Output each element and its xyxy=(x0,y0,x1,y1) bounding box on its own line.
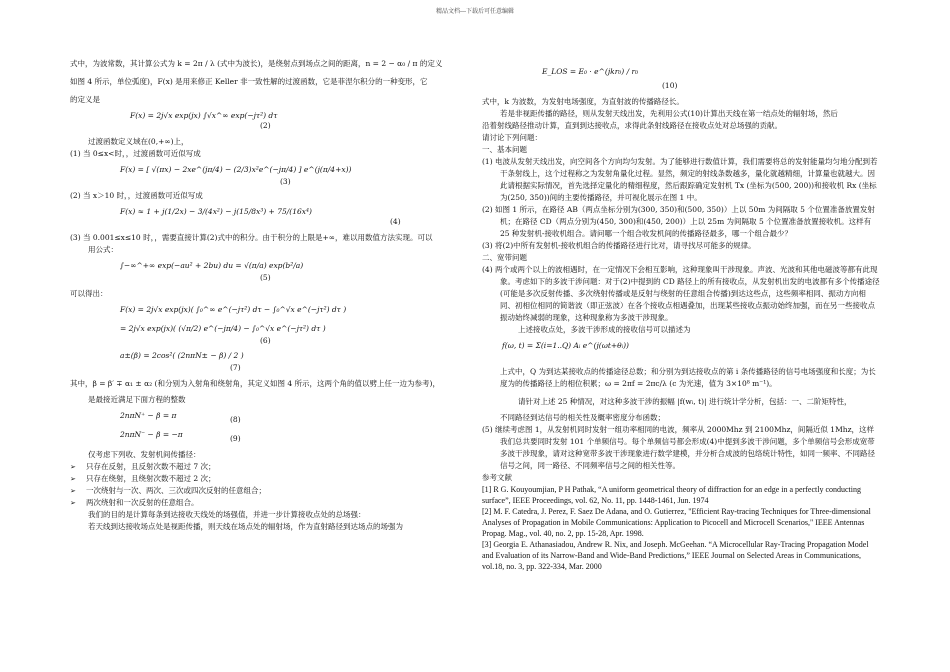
reference-item: [2] M. F. Catedra, J. Perez, F. Saez De Adana, and O. Gutierrez, "Efficient Ray-tracing Techniques for Three-dimensional Analyses of Propagation in Mobile Communications: Application to Picocell and Microcell Scenarios," IEEE Antennas Propag. Mag., vol. 40, no. 2, pp. 15-28, Apr. 1998. xyxy=(482,507,871,538)
left-column xyxy=(70,58,460,533)
paragraph: 过渡函数定义域在(0,+∞)上， xyxy=(88,137,189,146)
equation-10: E_LOS = E₀ · e^(jkr₀) / r₀ (10) xyxy=(542,67,678,90)
arrow-bullet-icon: ➢ xyxy=(70,463,76,471)
arrow-bullet-icon: ➢ xyxy=(70,475,76,483)
paragraph: 上述接收点处，多波干涉形成的接收信号可以描述为 xyxy=(518,325,691,334)
equation-number: (3) xyxy=(280,177,291,186)
paragraph: 的定义是 xyxy=(70,95,100,104)
reference-item: [3] Georgia E. Athanasiadou, Andrew R. Nix, and Joseph. McGeehan. “A Microcellular Ray-Tracing Propagation Model and Evaluation of its Narrow-Band and Wide-Band Predictions,” IEEE Journal on Selected Areas in Communications, vol.18, no. 3, pp. 322-334, Mar. 2000 xyxy=(482,540,869,571)
reference-item: [1] R G. Kouyoumjian, P H Pathak, “A uniform geometrical theory of diffraction for an edge in a perfectly conducting surface”, IEEE Proceedings, vol. 62, No. 11, pp. 1448-1461, Jun. 1974 xyxy=(482,485,862,505)
paragraph: 我们的目的是计算每条到达接收天线处的场强值，并进一步计算接收点处的总场强： xyxy=(88,510,366,519)
equation-number: (6) xyxy=(260,336,271,345)
equation-9: 2nπN⁻ − β = −π (9) xyxy=(120,430,241,443)
equation-number: (8) xyxy=(230,415,241,424)
equation-2: F(x) = 2j√x exp(jx) ∫√x^∞ exp(−jτ²) dτ (2) xyxy=(130,111,278,130)
paragraph: 请讨论下列问题： xyxy=(482,133,542,142)
equation-number: (5) xyxy=(260,273,271,282)
equation-3: F(x) = [ √(πx) − 2xe^(jπ/4) − (2/3)x²e^(−jπ/4) ] e^(j(π/4+x)) (3) xyxy=(120,165,352,186)
question-item: (2) 如图 1 所示，在路径 AB（两点坐标分别为(300, 350)和(500, 350)）上以 50m 为间隔取 5 个位置准备放置发射机；在路径 CD（两点分别为(450, 300)和(450, 200)）上以 25m 为间隔取 5 个位置准备放置接收机。这样有 25 种发射机-接收机组合。请问哪一个组合收发机间的传播路径最多，哪一个组合最少？ xyxy=(482,205,875,238)
equation-5: ∫−∞^+∞ exp(−au² + 2bu) du = √(π/a) exp(b²/a) (5) xyxy=(120,261,304,282)
equation-6a: F(x) = 2j√x exp(jx)( ∫₀^∞ e^(−jτ²) dτ − ∫₀^√x e^(−jτ²) dτ ) xyxy=(120,305,347,314)
paragraph: 若天线到达接收场点处是视距传播，则天线在场点处的辐射场，作为直射路径到达场点的场强为 xyxy=(88,522,403,531)
paragraph: 其中，β = β′ ∓ α₁ ± α₂ (和分别为入射角和绕射角，其定义如图 4 所示，这两个角的值以劈上任一边为参考)， xyxy=(70,379,440,388)
list-item: ➢ 只存在反射，且反射次数不超过 7 次； xyxy=(70,462,216,471)
section-heading: 一、基本问题 xyxy=(482,145,527,154)
case-item: (3) 当 0.001≤x≤10 时，，需要直接计算(2)式中的积分。由于积分的上限是+∞，难以用数值方法实现。可以 xyxy=(70,233,433,242)
paragraph: 沿着射线路径推动计算，直到到达接收点，求得此条射线路径在接收点处对总场强的贡献。 xyxy=(482,121,782,130)
path-list xyxy=(70,461,460,509)
equation-number: (4) xyxy=(390,217,401,226)
equation-number: (2) xyxy=(260,121,271,130)
paragraph: 式中，k 为波数，为发射电场强度，为直射波的传播路径长。 xyxy=(482,97,684,106)
paragraph: 用公式： xyxy=(88,245,118,254)
paragraph: 若是非视距传播的路径，则从发射天线出发，先利用公式(10)计算出天线在第一结点处的辐射场，然后 xyxy=(500,109,838,118)
case-item: (2) 当 x＞10 时，，过渡函数可近似写成 xyxy=(70,191,203,200)
equation-6b: = 2j√x exp(jx)( (√π/2) e^(−jπ/4) − ∫₀^√x e^(−jτ²) dτ ) (6) xyxy=(120,324,326,345)
paragraph: 请针对上述 25 种情况，对这种多波干涉的振幅 |f(wᵢ, t)| 进行统计学分析，包括：一、二阶矩特性， xyxy=(518,397,852,406)
list-item: ➢ 只存在绕射，且绕射次数不超过 2 次； xyxy=(70,474,216,483)
section-heading: 二、宽带问题 xyxy=(482,253,527,262)
list-item: ➢ 两次绕射和一次反射的任意组合。 xyxy=(70,498,199,507)
paragraph: 是最接近满足下面方程的整数 xyxy=(88,395,186,404)
equation-number: (9) xyxy=(230,434,241,443)
paragraph: 如图 4 所示，单位弧度)，F(x) 是用来修正 Keller 非一致性解的过渡函数，它是菲涅尔积分的一种变形，它 xyxy=(70,77,428,86)
paragraph: 式中，为波常数，其计算公式为 k = 2π / λ (式中为波长)，是绕射点到场点之间的距离，n = 2 − α₀ / π 的定义 xyxy=(70,59,443,68)
question-item: (4) 两个或两个以上的波相遇时，在一定情况下会相互影响，这种现象叫干涉现象。声波、光波和其他电磁波等都有此现象。考虑如下的多波干涉问题：对于(2)中提到的 CD 路径上的所有接收点，从发射机出发的电波都有多个传播途径(可能是多次反射传播、多次绕射传播或是反射与绕射的任意组合传播)到达这些点，这些频率相同、振动方向相同、初相位相同的简谐波（即正弦波）在各个接收点相遇叠加，出现某些接收点振动始终加强，而在另一些接收点振动始终减弱的现象，这种现象称为多波干涉现象。 xyxy=(482,265,880,322)
case-item: (1) 当 0≤x<时，，过渡函数可近似写成 xyxy=(70,149,201,158)
equation-7: a±(β) = 2cos²( (2nπN± − β) / 2 ) (7) xyxy=(120,351,244,372)
right-column xyxy=(482,62,880,572)
equation-8: 2nπN⁺ − β = π (8) xyxy=(120,411,241,424)
equation-number: (7) xyxy=(230,363,241,372)
references-heading: 参考文献 xyxy=(482,473,512,482)
equation-11: f(ω, t) = Σ(i=1..Q) Aᵢ e^(j(ωt+θᵢ)) xyxy=(502,341,629,350)
paragraph: 可以得出： xyxy=(70,289,108,298)
equation-number: (10) xyxy=(662,81,678,90)
arrow-bullet-icon: ➢ xyxy=(70,487,76,495)
paragraph: 不同路径到达信号的相关性及概率密度分布函数； xyxy=(500,413,665,422)
paragraph: 仅考虑下列收、发射机间传播径： xyxy=(88,450,201,459)
equation-4: F(x) ≈ 1 + j(1/2x) − 3/(4x²) − j(15/8x³) + 75/(16x⁴) (4) xyxy=(120,207,401,226)
arrow-bullet-icon: ➢ xyxy=(70,499,76,507)
page-header: 精品文档---下载后可任意编辑 xyxy=(435,8,515,15)
list-item: ➢ 一次绕射与一次、两次、三次或四次反射的任意组合； xyxy=(70,486,266,495)
question-item: (1) 电波从发射天线出发，向空间各个方向均匀发射。为了能够进行数值计算，我们需要将总的发射能量均匀地分配到若干条射线上，这个过程称之为发射角量化过程。显然，频定的射线条数越多，量化就越精细，计算量也就越大。因此请根据实际情况，首先选择定量化的精细程度，然后跟踪确定发射机 Tx (坐标为(500, 200))和接收机 Rx (坐标为(250, 350))间的主要传播路径，并可视化展示在图 1 中。 xyxy=(482,157,878,202)
paragraph: 上式中，Q 为到达某接收点的传播途径总数；和分别为到达接收点的第 i 条传播路径的信号电场强度和长度；为长度为的传播路径上的相位积累；ω = 2πf = 2πc/λ (c 为光速，值为 3×10⁸ m⁻¹)。 xyxy=(500,367,876,388)
question-item: (3) 将(2)中所有发射机-接收机组合的传播路径进行比对，请寻找尽可能多的规律。 xyxy=(482,241,756,250)
question-item: (5) 继续考虑图 1，从发射机同时发射一组功率相同的电波，频率从 2000Mhz 到 2100Mhz，间隔近似 1Mhz，这样我们总共要同时发射 101 个单频信号。每个单频信号都会形成(4)中提到多波干涉问题，多个单频信号会形成宽带多波干涉现象，请对这种宽带多波干涉现象进行数学建模，并分析合成波的包络统计特性，如同一频率、不同路径信号之间，同一路径、不同频率信号之间的相关性等。 xyxy=(482,425,875,470)
